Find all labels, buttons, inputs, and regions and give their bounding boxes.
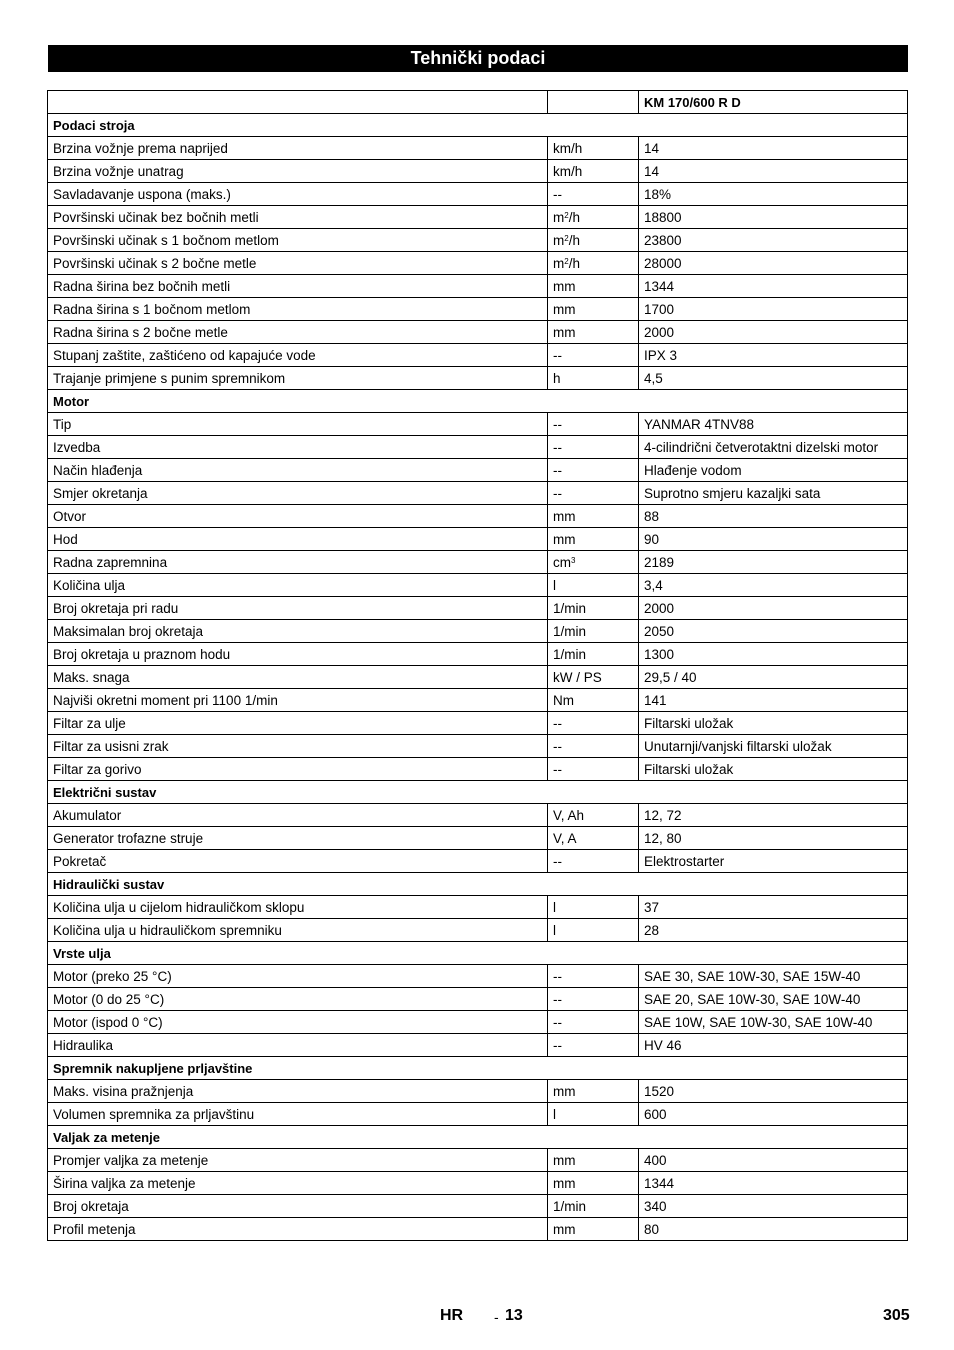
section-row [48,114,908,137]
row-unit: V, A [548,827,639,850]
row-value: 23800 [639,229,908,252]
row-unit: mm [548,275,639,298]
row-label: Stupanj zaštite, zaštićeno od kapajuće vode [48,344,548,367]
row-value: 12, 80 [639,827,908,850]
row-value: 1300 [639,643,908,666]
table-row [48,482,908,505]
row-unit: mm [548,505,639,528]
row-label: Najviši okretni moment pri 1100 1/min [48,689,548,712]
row-value: 1344 [639,1172,908,1195]
footer-local-page: 13 [505,1307,523,1324]
row-unit: l [548,574,639,597]
row-value: SAE 10W, SAE 10W-30, SAE 10W-40 [639,1011,908,1034]
row-label: Izvedba [48,436,548,459]
row-label: Površinski učinak s 2 bočne metle [48,252,548,275]
row-value: 90 [639,528,908,551]
row-unit: mm [548,528,639,551]
table-row [48,896,908,919]
footer-dash: - [494,1309,499,1325]
row-value: 18800 [639,206,908,229]
row-label: Trajanje primjene s punim spremnikom [48,367,548,390]
row-label: Filtar za usisni zrak [48,735,548,758]
row-value: 80 [639,1218,908,1241]
row-value: 400 [639,1149,908,1172]
row-label: Promjer valjka za metenje [48,1149,548,1172]
row-unit: h [548,367,639,390]
row-unit: mm [548,1080,639,1103]
table-row [48,229,908,252]
row-label: Otvor [48,505,548,528]
row-value: YANMAR 4TNV88 [639,413,908,436]
row-unit: 1/min [548,643,639,666]
table-row [48,1034,908,1057]
table-row [48,551,908,574]
row-unit: -- [548,344,639,367]
section-title: Hidraulički sustav [48,873,908,896]
row-value: HV 46 [639,1034,908,1057]
row-value: IPX 3 [639,344,908,367]
row-value: 28 [639,919,908,942]
row-unit: l [548,896,639,919]
table-row [48,206,908,229]
row-unit: kW / PS [548,666,639,689]
row-label: Smjer okretanja [48,482,548,505]
row-label: Pokretač [48,850,548,873]
row-unit: -- [548,758,639,781]
section-title: Električni sustav [48,781,908,804]
row-value: Elektrostarter [639,850,908,873]
table-row [48,298,908,321]
table-row [48,620,908,643]
row-label: Radna zapremnina [48,551,548,574]
row-unit: mm [548,321,639,344]
table-row [48,666,908,689]
row-unit: -- [548,850,639,873]
row-label: Broj okretaja u praznom hodu [48,643,548,666]
row-label: Količina ulja u hidrauličkom spremniku [48,919,548,942]
table-row [48,965,908,988]
table-row [48,712,908,735]
row-label: Maksimalan broj okretaja [48,620,548,643]
footer-page-number: 305 [883,1307,910,1324]
table-row [48,183,908,206]
table-row [48,1195,908,1218]
table-row [48,758,908,781]
row-label: Akumulator [48,804,548,827]
table-row [48,528,908,551]
row-label: Broj okretaja pri radu [48,597,548,620]
row-label: Maks. snaga [48,666,548,689]
section-title: Spremnik nakupljene prljavštine [48,1057,908,1080]
row-label: Motor (preko 25 °C) [48,965,548,988]
row-value: 3,4 [639,574,908,597]
table-row [48,804,908,827]
row-unit: -- [548,735,639,758]
table-row [48,574,908,597]
table-row [48,1172,908,1195]
row-label: Radna širina bez bočnih metli [48,275,548,298]
row-label: Hidraulika [48,1034,548,1057]
row-value: 88 [639,505,908,528]
table-row [48,1218,908,1241]
row-unit: -- [548,482,639,505]
row-value: 18% [639,183,908,206]
table-row [48,436,908,459]
row-value: 14 [639,137,908,160]
row-unit: l [548,919,639,942]
row-value: 1520 [639,1080,908,1103]
row-label: Filtar za gorivo [48,758,548,781]
table-row [48,689,908,712]
row-value: 37 [639,896,908,919]
row-value: Unutarnji/vanjski filtarski uložak [639,735,908,758]
table-row [48,413,908,436]
section-row [48,390,908,413]
table-row [48,344,908,367]
row-unit: -- [548,183,639,206]
table-header-row [48,91,908,114]
row-value: 4-cilindrični četverotaktni dizelski motor [639,436,908,459]
section-title: Vrste ulja [48,942,908,965]
row-label: Tip [48,413,548,436]
section-row [48,1057,908,1080]
section-title: Motor [48,390,908,413]
table-row [48,643,908,666]
technical-data-table [47,90,908,1241]
row-value: 2050 [639,620,908,643]
row-value: Suprotno smjeru kazaljki sata [639,482,908,505]
header-label-cell [48,91,548,114]
row-label: Količina ulja u cijelom hidrauličkom sklopu [48,896,548,919]
header-unit-cell [548,91,639,114]
row-unit: $m^2/h$ [548,229,639,252]
section-row [48,1126,908,1149]
row-value: 4,5 [639,367,908,390]
section-title: Podaci stroja [48,114,908,137]
row-label: Površinski učinak bez bočnih metli [48,206,548,229]
row-unit: -- [548,712,639,735]
row-unit: -- [548,436,639,459]
row-label: Motor (ispod 0 °C) [48,1011,548,1034]
row-value: 29,5 / 40 [639,666,908,689]
row-unit: $cm^3$ [548,551,639,574]
row-unit: km/h [548,137,639,160]
table-row [48,160,908,183]
row-label: Brzina vožnje unatrag [48,160,548,183]
table-row [48,1011,908,1034]
row-value: 1344 [639,275,908,298]
row-value: 141 [639,689,908,712]
row-label: Brzina vožnje prema naprijed [48,137,548,160]
row-label: Površinski učinak s 1 bočnom metlom [48,229,548,252]
row-unit: -- [548,459,639,482]
row-unit: l [548,1103,639,1126]
row-value: Filtarski uložak [639,758,908,781]
row-unit: 1/min [548,1195,639,1218]
technical-data-body [48,91,908,1241]
table-row [48,137,908,160]
table-row [48,505,908,528]
row-label: Radna širina s 2 bočne metle [48,321,548,344]
row-label: Savladavanje uspona (maks.) [48,183,548,206]
table-row [48,988,908,1011]
row-label: Način hlađenja [48,459,548,482]
section-row [48,942,908,965]
row-value: 12, 72 [639,804,908,827]
row-unit: -- [548,1011,639,1034]
row-unit: km/h [548,160,639,183]
row-unit: -- [548,1034,639,1057]
row-unit: mm [548,298,639,321]
row-unit: mm [548,1218,639,1241]
table-row [48,597,908,620]
row-label: Maks. visina pražnjenja [48,1080,548,1103]
table-row [48,1080,908,1103]
row-label: Motor (0 do 25 °C) [48,988,548,1011]
row-label: Profil metenja [48,1218,548,1241]
footer-language: HR [440,1307,464,1324]
table-row [48,827,908,850]
table-row [48,1103,908,1126]
row-value: 600 [639,1103,908,1126]
table-row [48,252,908,275]
row-value: Hlađenje vodom [639,459,908,482]
table-row [48,367,908,390]
row-value: Filtarski uložak [639,712,908,735]
row-value: 1700 [639,298,908,321]
row-unit: -- [548,965,639,988]
table-row [48,459,908,482]
table-row [48,850,908,873]
row-unit: $m^2/h$ [548,206,639,229]
row-value: 340 [639,1195,908,1218]
row-value: SAE 30, SAE 10W-30, SAE 15W-40 [639,965,908,988]
row-value: SAE 20, SAE 10W-30, SAE 10W-40 [639,988,908,1011]
table-row [48,275,908,298]
table-row [48,735,908,758]
row-label: Broj okretaja [48,1195,548,1218]
row-unit: mm [548,1172,639,1195]
row-value: 14 [639,160,908,183]
row-value: 2000 [639,597,908,620]
row-unit: -- [548,988,639,1011]
row-label: Širina valjka za metenje [48,1172,548,1195]
model-header: KM 170/600 R D [639,91,908,114]
row-unit: 1/min [548,620,639,643]
row-unit: Nm [548,689,639,712]
row-unit: mm [548,1149,639,1172]
row-value: 28000 [639,252,908,275]
row-unit: 1/min [548,597,639,620]
page-title: Tehnički podaci [48,45,908,72]
section-title: Valjak za metenje [48,1126,908,1149]
row-unit: -- [548,413,639,436]
row-label: Količina ulja [48,574,548,597]
row-label: Radna širina s 1 bočnom metlom [48,298,548,321]
table-row [48,1149,908,1172]
row-label: Generator trofazne struje [48,827,548,850]
row-label: Volumen spremnika za prljavštinu [48,1103,548,1126]
row-label: Hod [48,528,548,551]
section-row [48,781,908,804]
row-unit: $m^2/h$ [548,252,639,275]
row-value: 2000 [639,321,908,344]
section-row [48,873,908,896]
row-label: Filtar za ulje [48,712,548,735]
table-row [48,919,908,942]
row-value: 2189 [639,551,908,574]
table-row [48,321,908,344]
row-unit: V, Ah [548,804,639,827]
